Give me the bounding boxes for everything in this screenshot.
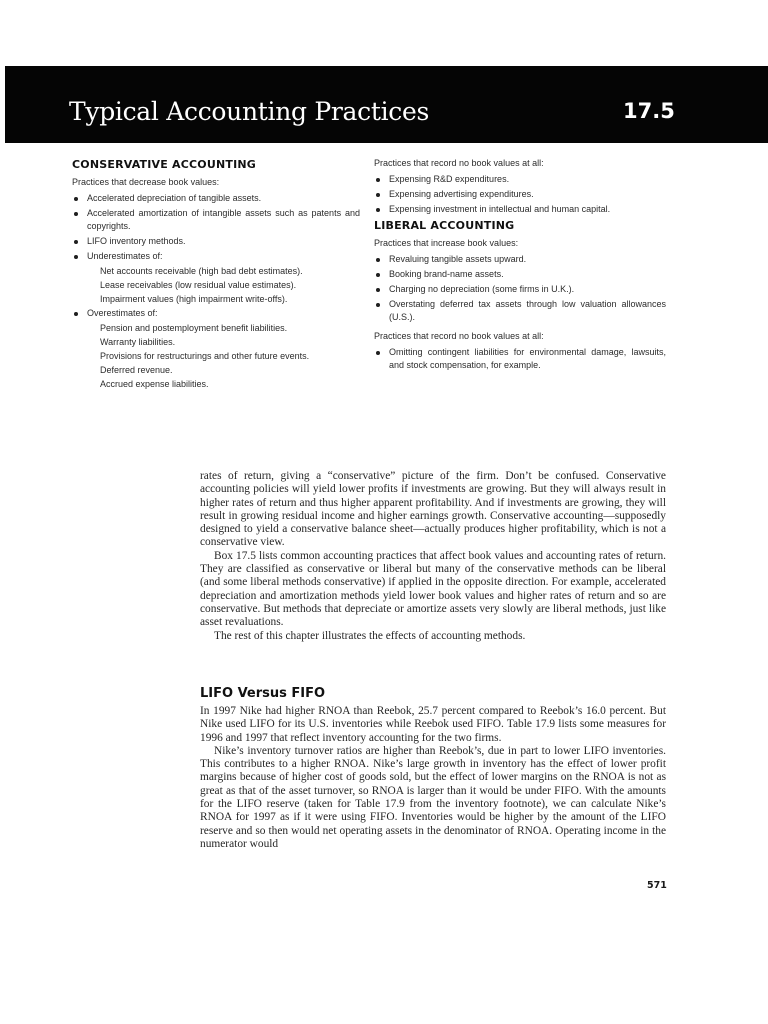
list-item: Deferred revenue. [100,365,173,375]
no-book-values-list-2 [374,346,666,372]
section-heading: LIFO Versus FIFO [200,686,326,701]
list-item: Booking brand-name assets. [374,268,666,281]
paragraph: Box 17.5 lists common accounting practices that affect book values and accounting rates of return. They are classified as conservative or liberal but many of the conservative methods can be liberal (and some liberal methods conservative) if applied in the opposite direction. For example, accelerated depreciation and amortization methods yield lower book values and higher rates of return and so are conservative. But methods that depreciate or amortize assets very slowly are liberal methods, just like asset revaluations. [200,549,666,629]
list-item: Net accounts receivable (high bad debt estimates). [100,266,303,276]
no-book-values-intro-2: Practices that record no book values at all: [374,331,544,341]
underestimates-label: Underestimates of: [72,250,360,263]
no-book-values-list [374,173,666,216]
conservative-bullet-list [72,192,360,248]
list-item: LIFO inventory methods. [72,235,360,248]
paragraph: In 1997 Nike had higher RNOA than Reebok, 25.7 percent compared to Reebok’s 16.0 percent. But Nike used LIFO for its U.S. inventories while Reebok used FIFO. Table 17.9 lists some measures for 1996 and 1997 that reflect inventory accounting for the two firms. [200,705,666,744]
list-item: Pension and postemployment benefit liabilities. [100,323,288,333]
conservative-heading: CONSERVATIVE ACCOUNTING [72,158,256,171]
list-item: Charging no depreciation (some firms in U.K.). [374,283,666,296]
conservative-intro: Practices that decrease book values: [72,177,220,187]
paragraph: The rest of this chapter illustrates the effects of accounting methods. [214,629,526,642]
increase-book-values-intro: Practices that increase book values: [374,238,519,248]
box-right-column [374,157,666,374]
box-number: 17.5 [623,99,675,123]
paragraph: rates of return, giving a “conservative” picture of the firm. Don’t be confused. Conservative accounting policies will yield lower profits if investments are growing. But they will always result in higher rates of return and thus higher apparent profitability. And if investments are growing, they will result in growing residual income and higher earnings growth. Conservative accounting—supposedly designed to yield a conservative balance sheet—actually produces higher profitability, which is not a conservative view. [200,470,666,549]
box-title: Typical Accounting Practices [69,97,429,126]
paragraph: Nike’s inventory turnover ratios are higher than Reebok’s, due in part to lower LIFO inventories. This contributes to a higher RNOA. Nike’s large growth in inventory has the effect of lower profit margins because of higher cost of goods sold, but the effect of lower margins on the RNOA is not as great as that of the asset turnover, so RNOA is larger than it would be under FIFO. With the amounts for the LIFO reserve (taken for Table 17.9 from the inventory footnote), we can calculate Nike’s RNOA for 1997 as if it were using FIFO. Inventories would be higher by the amount of the LIFO reserve and so then would net operating assets in the denominator of RNOA. Operating income in the numerator would [200,744,666,850]
no-book-values-intro: Practices that record no book values at all: [374,158,544,168]
body-text-lower [200,705,666,851]
list-item: Expensing R&D expenditures. [374,173,666,186]
underestimates-list [72,265,360,306]
list-item: Lease receivables (low residual value estimates). [100,280,297,290]
list-item: Omitting contingent liabilities for environmental damage, lawsuits, and stock compensation, for example. [374,346,666,372]
list-item: Impairment values (high impairment write-offs). [100,294,288,304]
list-item: Warranty liabilities. [100,337,176,347]
list-item: Overstating deferred tax assets through low valuation allowances (U.S.). [374,298,666,324]
page-number: 571 [647,880,667,891]
overestimates-list [72,322,360,391]
overestimates-label: Overestimates of: [72,307,360,320]
list-item: Expensing investment in intellectual and human capital. [374,203,666,216]
list-item: Expensing advertising expenditures. [374,188,666,201]
list-item: Revaluing tangible assets upward. [374,253,666,266]
list-item: Accelerated amortization of intangible assets such as patents and copyrights. [72,207,360,233]
list-item: Accelerated depreciation of tangible assets. [72,192,360,205]
body-text-upper [200,470,666,643]
list-item: Accrued expense liabilities. [100,379,209,389]
increase-book-values-list [374,253,666,324]
liberal-heading: LIBERAL ACCOUNTING [374,219,515,232]
list-item: Provisions for restructurings and other future events. [100,351,310,361]
box-left-column [72,157,360,392]
